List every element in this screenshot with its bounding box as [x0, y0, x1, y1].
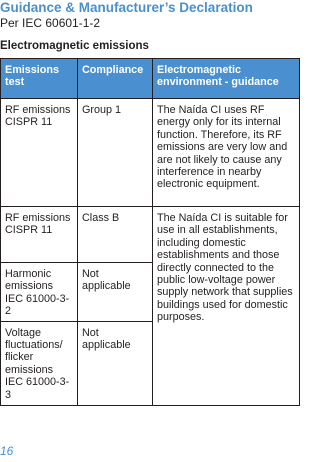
- cell-compliance: Group 1: [78, 99, 153, 207]
- table-header: [1, 59, 300, 99]
- cell-compliance: Not applicable: [78, 321, 153, 405]
- emissions-table: [0, 58, 300, 406]
- cell-guidance: The Naída CI is suitable for use in all establishments, including domestic establishments and those directly connected to the public low-voltage power supply network that supplies buildings used for domestic purposes.: [153, 207, 300, 406]
- cell-test: Harmonic emissions IEC 61000-3-2: [1, 263, 78, 322]
- page-number: 16: [0, 444, 14, 458]
- page-subtitle: Per IEC 60601-1-2: [0, 16, 101, 30]
- section-heading: Electromagnetic emissions: [0, 40, 149, 52]
- cell-test: RF emissions CISPR 11: [1, 99, 78, 207]
- cell-test: RF emissions CISPR 11: [1, 207, 78, 263]
- cell-guidance: The Naída CI uses RF energy only for its internal function. Therefore, its RF emissions are very low and are not likely to cause any interference in nearby electronic equipment.: [153, 99, 300, 207]
- cell-compliance: Class B: [78, 207, 153, 263]
- table-row: [1, 207, 300, 263]
- cell-compliance: Not applicable: [78, 263, 153, 322]
- page-title: Guidance & Manufacturer’s Declaration: [0, 0, 253, 15]
- table-row: [1, 99, 300, 207]
- column-header-guidance: Electromagnetic environment - guidance: [153, 59, 300, 99]
- column-header-test: Emissions test: [1, 59, 78, 99]
- column-header-compliance: Compliance: [78, 59, 153, 99]
- cell-test: Voltage fluctuations/ flicker emissions IEC 61000-3-3: [1, 321, 78, 405]
